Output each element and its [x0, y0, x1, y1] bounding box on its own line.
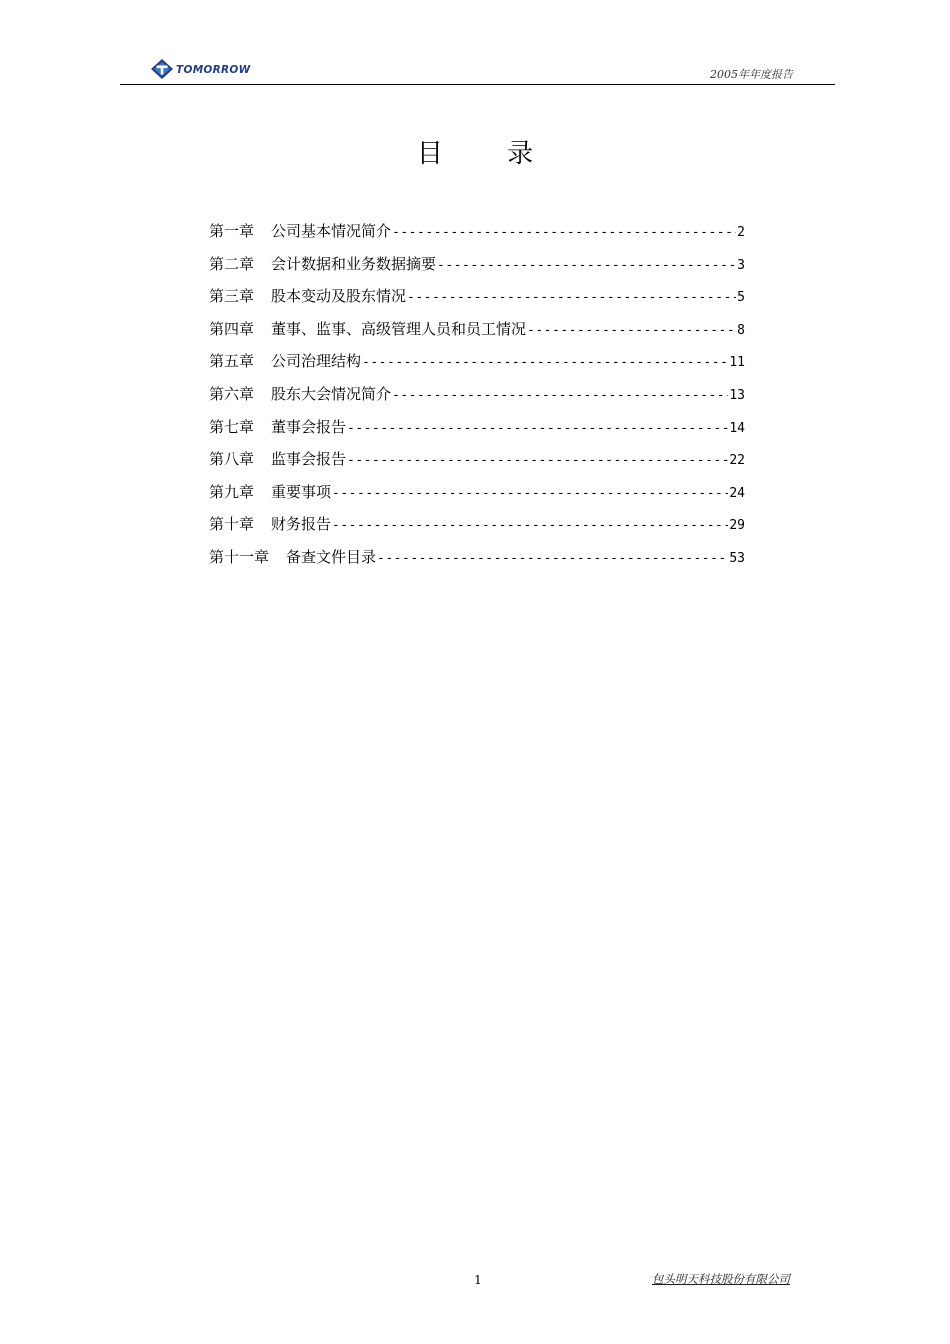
toc-page-number: 8	[737, 322, 745, 338]
toc-page-number: 22	[729, 453, 745, 469]
toc-chapter-label: 第五章	[209, 352, 255, 371]
table-of-contents	[209, 218, 745, 577]
toc-chapter-label: 第十章	[209, 515, 255, 534]
toc-dash-leader	[332, 513, 728, 539]
toc-page-number: 11	[729, 355, 745, 371]
toc-chapter-title: 公司治理结构	[271, 352, 362, 371]
toc-chapter-label: 第一章	[209, 222, 255, 240]
toc-dash-leader	[437, 253, 736, 279]
toc-dash-leader	[347, 448, 728, 474]
company-logo	[150, 56, 251, 82]
toc-dash-leader	[347, 416, 728, 442]
toc-chapter-title: 董事会报告	[271, 417, 347, 436]
toc-chapter-label: 第六章	[209, 384, 255, 403]
toc-chapter-title: 股本变动及股东情况	[271, 287, 407, 306]
toc-chapter-label: 第八章	[209, 450, 255, 469]
toc-chapter-label: 第二章	[209, 254, 255, 273]
company-name: 包头明天科技股份有限公司	[652, 1272, 790, 1286]
toc-entry[interactable]	[209, 348, 745, 381]
toc-chapter-label: 第七章	[209, 417, 255, 436]
toc-page-number: 5	[737, 290, 745, 306]
toc-dash-leader	[377, 546, 728, 572]
toc-chapter-title: 财务报告	[271, 515, 332, 534]
toc-chapter-label: 第三章	[209, 287, 255, 306]
toc-chapter-title: 董事、监事、高级管理人员和员工情况	[271, 319, 527, 338]
toc-entry[interactable]	[209, 316, 745, 349]
toc-chapter-title: 会计数据和业务数据摘要	[271, 254, 437, 273]
toc-chapter-label: 第九章	[209, 482, 255, 501]
toc-entry[interactable]	[209, 511, 745, 544]
toc-dash-leader	[527, 318, 736, 344]
toc-entry[interactable]	[209, 283, 745, 316]
page-number: 1	[474, 1273, 482, 1287]
tomorrow-logo-icon	[150, 58, 174, 80]
toc-entry[interactable]	[209, 544, 745, 577]
toc-entry[interactable]	[209, 218, 745, 251]
toc-chapter-title: 备查文件目录	[286, 547, 377, 566]
toc-entry[interactable]	[209, 479, 745, 512]
toc-page-number: 3	[737, 257, 745, 273]
toc-page-number: 13	[729, 387, 745, 403]
toc-page-number: 2	[737, 225, 745, 240]
toc-chapter-title: 公司基本情况简介	[271, 222, 392, 240]
toc-dash-leader	[362, 350, 728, 376]
toc-chapter-label: 第十一章	[209, 547, 270, 566]
toc-dash-leader	[332, 481, 728, 507]
page-title: 目 录	[416, 139, 562, 170]
toc-page-number: 14	[729, 420, 745, 436]
report-label: 2005年年度报告	[710, 68, 793, 81]
toc-page-number: 29	[729, 518, 745, 534]
toc-chapter-label: 第四章	[209, 319, 255, 338]
toc-chapter-title: 股东大会情况简介	[271, 384, 392, 403]
toc-dash-leader	[392, 383, 728, 409]
page-header	[120, 50, 835, 85]
toc-entry[interactable]	[209, 446, 745, 479]
toc-page-number: 53	[729, 550, 745, 566]
toc-dash-leader	[407, 285, 736, 311]
toc-chapter-title: 监事会报告	[271, 450, 347, 469]
toc-chapter-title: 重要事项	[271, 482, 332, 501]
toc-entry[interactable]	[209, 251, 745, 284]
toc-entry[interactable]	[209, 381, 745, 414]
logo-wordmark: TOMORROW	[176, 63, 251, 76]
toc-entry[interactable]	[209, 414, 745, 447]
toc-dash-leader	[392, 220, 736, 246]
toc-page-number: 24	[729, 485, 745, 501]
